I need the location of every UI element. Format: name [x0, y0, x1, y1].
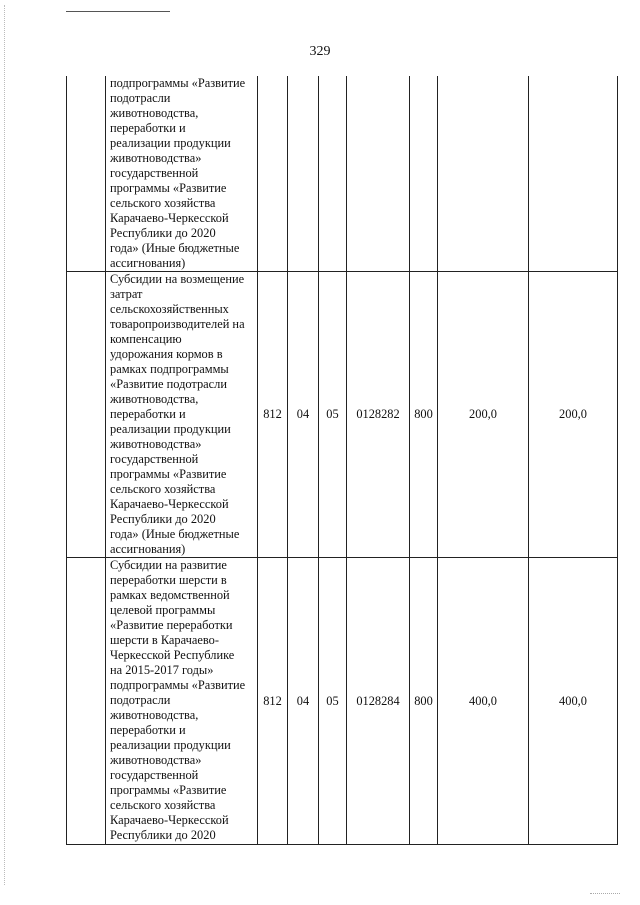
table-row — [67, 76, 618, 272]
csr-cell: 0128284 — [347, 558, 410, 845]
csr-cell: 0128282 — [347, 272, 410, 558]
pr-cell: 05 — [319, 272, 347, 558]
description-cell: подпрограммы «Развитие подотрасли животноводства, переработки и реализации продукции животноводства» государственной программы «Развитие сельского хозяйства Карачаево-Черкесской Республики до 2020 года» (Иные бюджетные ассигнования) — [106, 76, 258, 272]
pr-cell: 05 — [319, 558, 347, 845]
rz-cell: 04 — [288, 272, 319, 558]
row-number-cell — [67, 76, 106, 272]
ved-cell: 812 — [258, 558, 288, 845]
pr-cell — [319, 76, 347, 272]
vr-cell: 800 — [410, 272, 438, 558]
description-cell: Субсидии на развитие переработки шерсти в рамках ведомственной целевой программы «Развитие переработки шерсти в Карачаево- Черкесской Республике на 2015-2017 годы» подпрограммы «Развитие подотрасли животноводства, переработки и реализации продукции животноводства» государственной программы «Развитие сельского хозяйства Карачаево-Черкесской Республики до 2020 — [106, 558, 258, 845]
sum-cell-2: 400,0 — [529, 558, 618, 845]
vr-cell — [410, 76, 438, 272]
description-cell: Субсидии на возмещение затрат сельскохозяйственных товаропроизводителей на компенсацию удорожания кормов в рамках подпрограммы «Развитие подотрасли животноводства, переработки и реализации продукции животноводства» государственной программы «Развитие сельского хозяйства Карачаево-Черкесской Республики до 2020 года» (Иные бюджетные ассигнования) — [106, 272, 258, 558]
sum-cell-1 — [438, 76, 529, 272]
sum-cell-1: 200,0 — [438, 272, 529, 558]
row-number-cell — [67, 272, 106, 558]
sum-cell-2: 200,0 — [529, 272, 618, 558]
sum-cell-2 — [529, 76, 618, 272]
table-row — [67, 558, 618, 845]
row-number-cell — [67, 558, 106, 845]
ved-cell: 812 — [258, 272, 288, 558]
csr-cell — [347, 76, 410, 272]
scan-artifact — [590, 893, 620, 894]
scan-edge-line — [66, 11, 170, 12]
page-number: 329 — [309, 44, 331, 59]
ved-cell — [258, 76, 288, 272]
sum-cell-1: 400,0 — [438, 558, 529, 845]
table-row — [67, 272, 618, 558]
scan-margin-line — [4, 5, 5, 885]
vr-cell: 800 — [410, 558, 438, 845]
rz-cell: 04 — [288, 558, 319, 845]
rz-cell — [288, 76, 319, 272]
budget-table — [66, 76, 618, 845]
